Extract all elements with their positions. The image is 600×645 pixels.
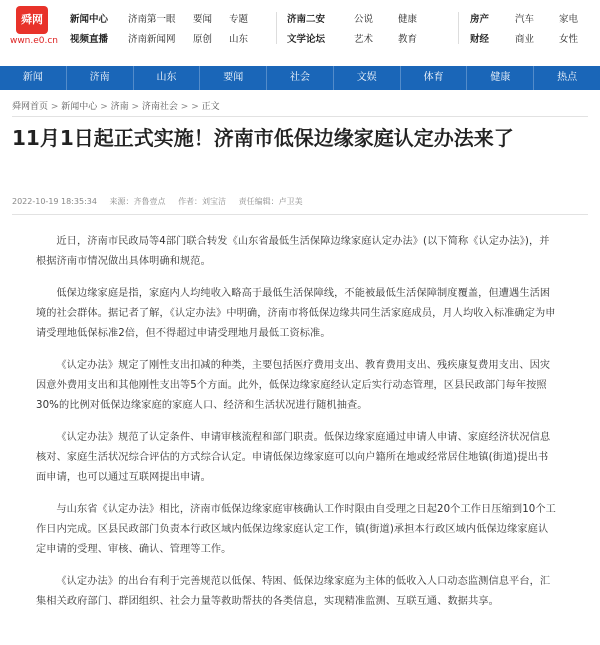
breadcrumb-link[interactable]: 新闻中心 bbox=[61, 102, 98, 112]
breadcrumb-link[interactable]: 济南 bbox=[110, 102, 129, 112]
topnav-link[interactable]: 济南二安 bbox=[287, 14, 326, 25]
logo-url: wwn.e0.cn bbox=[9, 36, 59, 46]
divider bbox=[12, 214, 588, 215]
topnav-group-10 bbox=[559, 10, 578, 50]
logo-badge: 舜网 bbox=[16, 6, 48, 34]
breadcrumb-separator: > bbox=[180, 102, 192, 112]
article-title: 11月1日起正式实施！济南市低保边缘家庭认定办法来了 bbox=[12, 126, 514, 150]
main-nav-item-jinan[interactable]: 济南 bbox=[67, 66, 134, 90]
topnav-link[interactable]: 财经 bbox=[470, 34, 490, 45]
topnav-group-6 bbox=[354, 10, 373, 50]
topnav-link[interactable]: 商业 bbox=[515, 34, 535, 45]
article-paragraph: 近日，济南市民政局等4部门联合转发《山东省最低生活保障边缘家庭认定办法》(以下简称《认定办法》)，并根据济南市情况做出具体明确和规范。 bbox=[36, 236, 550, 267]
main-nav-item-entertainment[interactable]: 文娱 bbox=[334, 66, 401, 90]
article-body bbox=[36, 232, 556, 624]
topnav-link[interactable]: 要闻 bbox=[193, 14, 213, 25]
breadcrumb bbox=[12, 99, 220, 112]
topnav-link[interactable]: 家电 bbox=[559, 14, 579, 25]
topnav-link[interactable]: 山东 bbox=[229, 34, 249, 45]
header-divider bbox=[458, 12, 459, 44]
main-nav-item-health[interactable]: 健康 bbox=[467, 66, 534, 90]
topnav-group-2 bbox=[128, 10, 176, 50]
article-paragraph: 《认定办法》规定了刚性支出扣减的种类，主要包括医疗费用支出、教育费用支出、残疾康复费用支出、因灾因意外费用支出和其他刚性支出等5个方面。此外，低保边缘家庭经认定后实行动态管理，区县民政部门每年按照30%的比例对低保边缘家庭的家庭人口、经济和生活状况进行随机抽查。 bbox=[36, 360, 551, 411]
topnav-link[interactable]: 健康 bbox=[398, 14, 418, 25]
main-nav-item-news[interactable]: 新闻 bbox=[0, 66, 67, 90]
article-meta bbox=[12, 196, 313, 207]
article-author: 作者：刘宝洁 bbox=[178, 197, 227, 206]
main-nav-item-society[interactable]: 社会 bbox=[267, 66, 334, 90]
topnav-link[interactable]: 房产 bbox=[470, 14, 490, 25]
topnav-link[interactable]: 视频直播 bbox=[70, 34, 109, 45]
article-paragraph: 《认定办法》的出台有利于完善规范以低保、特困、低保边缘家庭为主体的低收入人口动态监测信息平台，汇集相关政府部门、群团组织、社会力量等救助帮扶的各类信息，实现精准监测、互联互通、数据共享。 bbox=[36, 576, 551, 607]
main-nav-bar bbox=[0, 66, 600, 90]
breadcrumb-link[interactable]: 济南社会 bbox=[141, 102, 178, 112]
main-nav-item-shandong[interactable]: 山东 bbox=[134, 66, 201, 90]
breadcrumb-link[interactable]: 舜网首页 bbox=[12, 102, 49, 112]
breadcrumb-separator: > bbox=[131, 102, 142, 112]
topnav-group-3 bbox=[193, 10, 212, 50]
divider bbox=[12, 116, 588, 117]
breadcrumb-current: 正文 bbox=[201, 102, 220, 112]
article-editor: 责任编辑：卢卫美 bbox=[238, 197, 303, 206]
topnav-group-9 bbox=[515, 10, 534, 50]
topnav-group-5 bbox=[287, 10, 325, 50]
topnav-link[interactable]: 济南新闻网 bbox=[128, 34, 176, 45]
topnav-link[interactable]: 女性 bbox=[559, 34, 579, 45]
topnav-group-4 bbox=[229, 10, 248, 50]
topnav-link[interactable]: 公说 bbox=[354, 14, 374, 25]
site-header bbox=[0, 0, 600, 56]
topnav-link[interactable]: 专题 bbox=[229, 14, 249, 25]
main-nav-item-sports[interactable]: 体育 bbox=[401, 66, 468, 90]
article-source: 来源：齐鲁壹点 bbox=[109, 197, 166, 206]
breadcrumb-separator: > bbox=[100, 102, 111, 112]
topnav-group-1 bbox=[70, 10, 108, 50]
breadcrumb-separator: > bbox=[50, 102, 62, 112]
site-logo[interactable] bbox=[8, 6, 58, 50]
topnav-link[interactable]: 文学论坛 bbox=[287, 34, 326, 45]
topnav-link[interactable]: 原创 bbox=[193, 34, 213, 45]
topnav-group-7 bbox=[398, 10, 417, 50]
article-paragraph: 与山东省《认定办法》相比，济南市低保边缘家庭审核确认工作时限由自受理之日起20个工作日压缩到10个工作日内完成。区县民政部门负责本行政区域内低保边缘家庭认定工作，镇(街道)承担本行政区域内低保边缘家庭认定申请的受理、审核、确认、管理等工作。 bbox=[36, 504, 556, 555]
topnav-link[interactable]: 教育 bbox=[398, 34, 418, 45]
breadcrumb-separator: > bbox=[191, 102, 202, 112]
topnav-link[interactable]: 新闻中心 bbox=[70, 14, 109, 25]
article-paragraph: 《认定办法》规范了认定条件、申请审核流程和部门职责。低保边缘家庭通过申请人申请、家庭经济状况信息核对、家庭生活状况综合评估的方式综合认定。申请低保边缘家庭可以向户籍所在地或经常居住地镇(街道)提出书面申请，也可以通过互联网提出申请。 bbox=[36, 432, 551, 483]
main-nav-item-hot[interactable]: 热点 bbox=[557, 72, 578, 83]
publish-time: 2022-10-19 18:35:34 bbox=[12, 197, 97, 206]
main-nav-item-headlines[interactable]: 要闻 bbox=[200, 66, 267, 90]
topnav-link[interactable]: 汽车 bbox=[515, 14, 535, 25]
header-divider bbox=[276, 12, 277, 44]
topnav-link[interactable]: 艺术 bbox=[354, 34, 374, 45]
topnav-link[interactable]: 济南第一眼 bbox=[128, 14, 176, 25]
article-paragraph: 低保边缘家庭是指，家庭内人均纯收入略高于最低生活保障线，不能被最低生活保障制度覆盖，但遭遇生活困境的社会群体。据记者了解，《认定办法》中明确，济南市将低保边缘共同生活家庭成员，月人均收入标准确定为申请受理地低保标准2倍，但不得超过申请受理地月最低工资标准。 bbox=[36, 288, 556, 339]
topnav-group-8 bbox=[470, 10, 489, 50]
